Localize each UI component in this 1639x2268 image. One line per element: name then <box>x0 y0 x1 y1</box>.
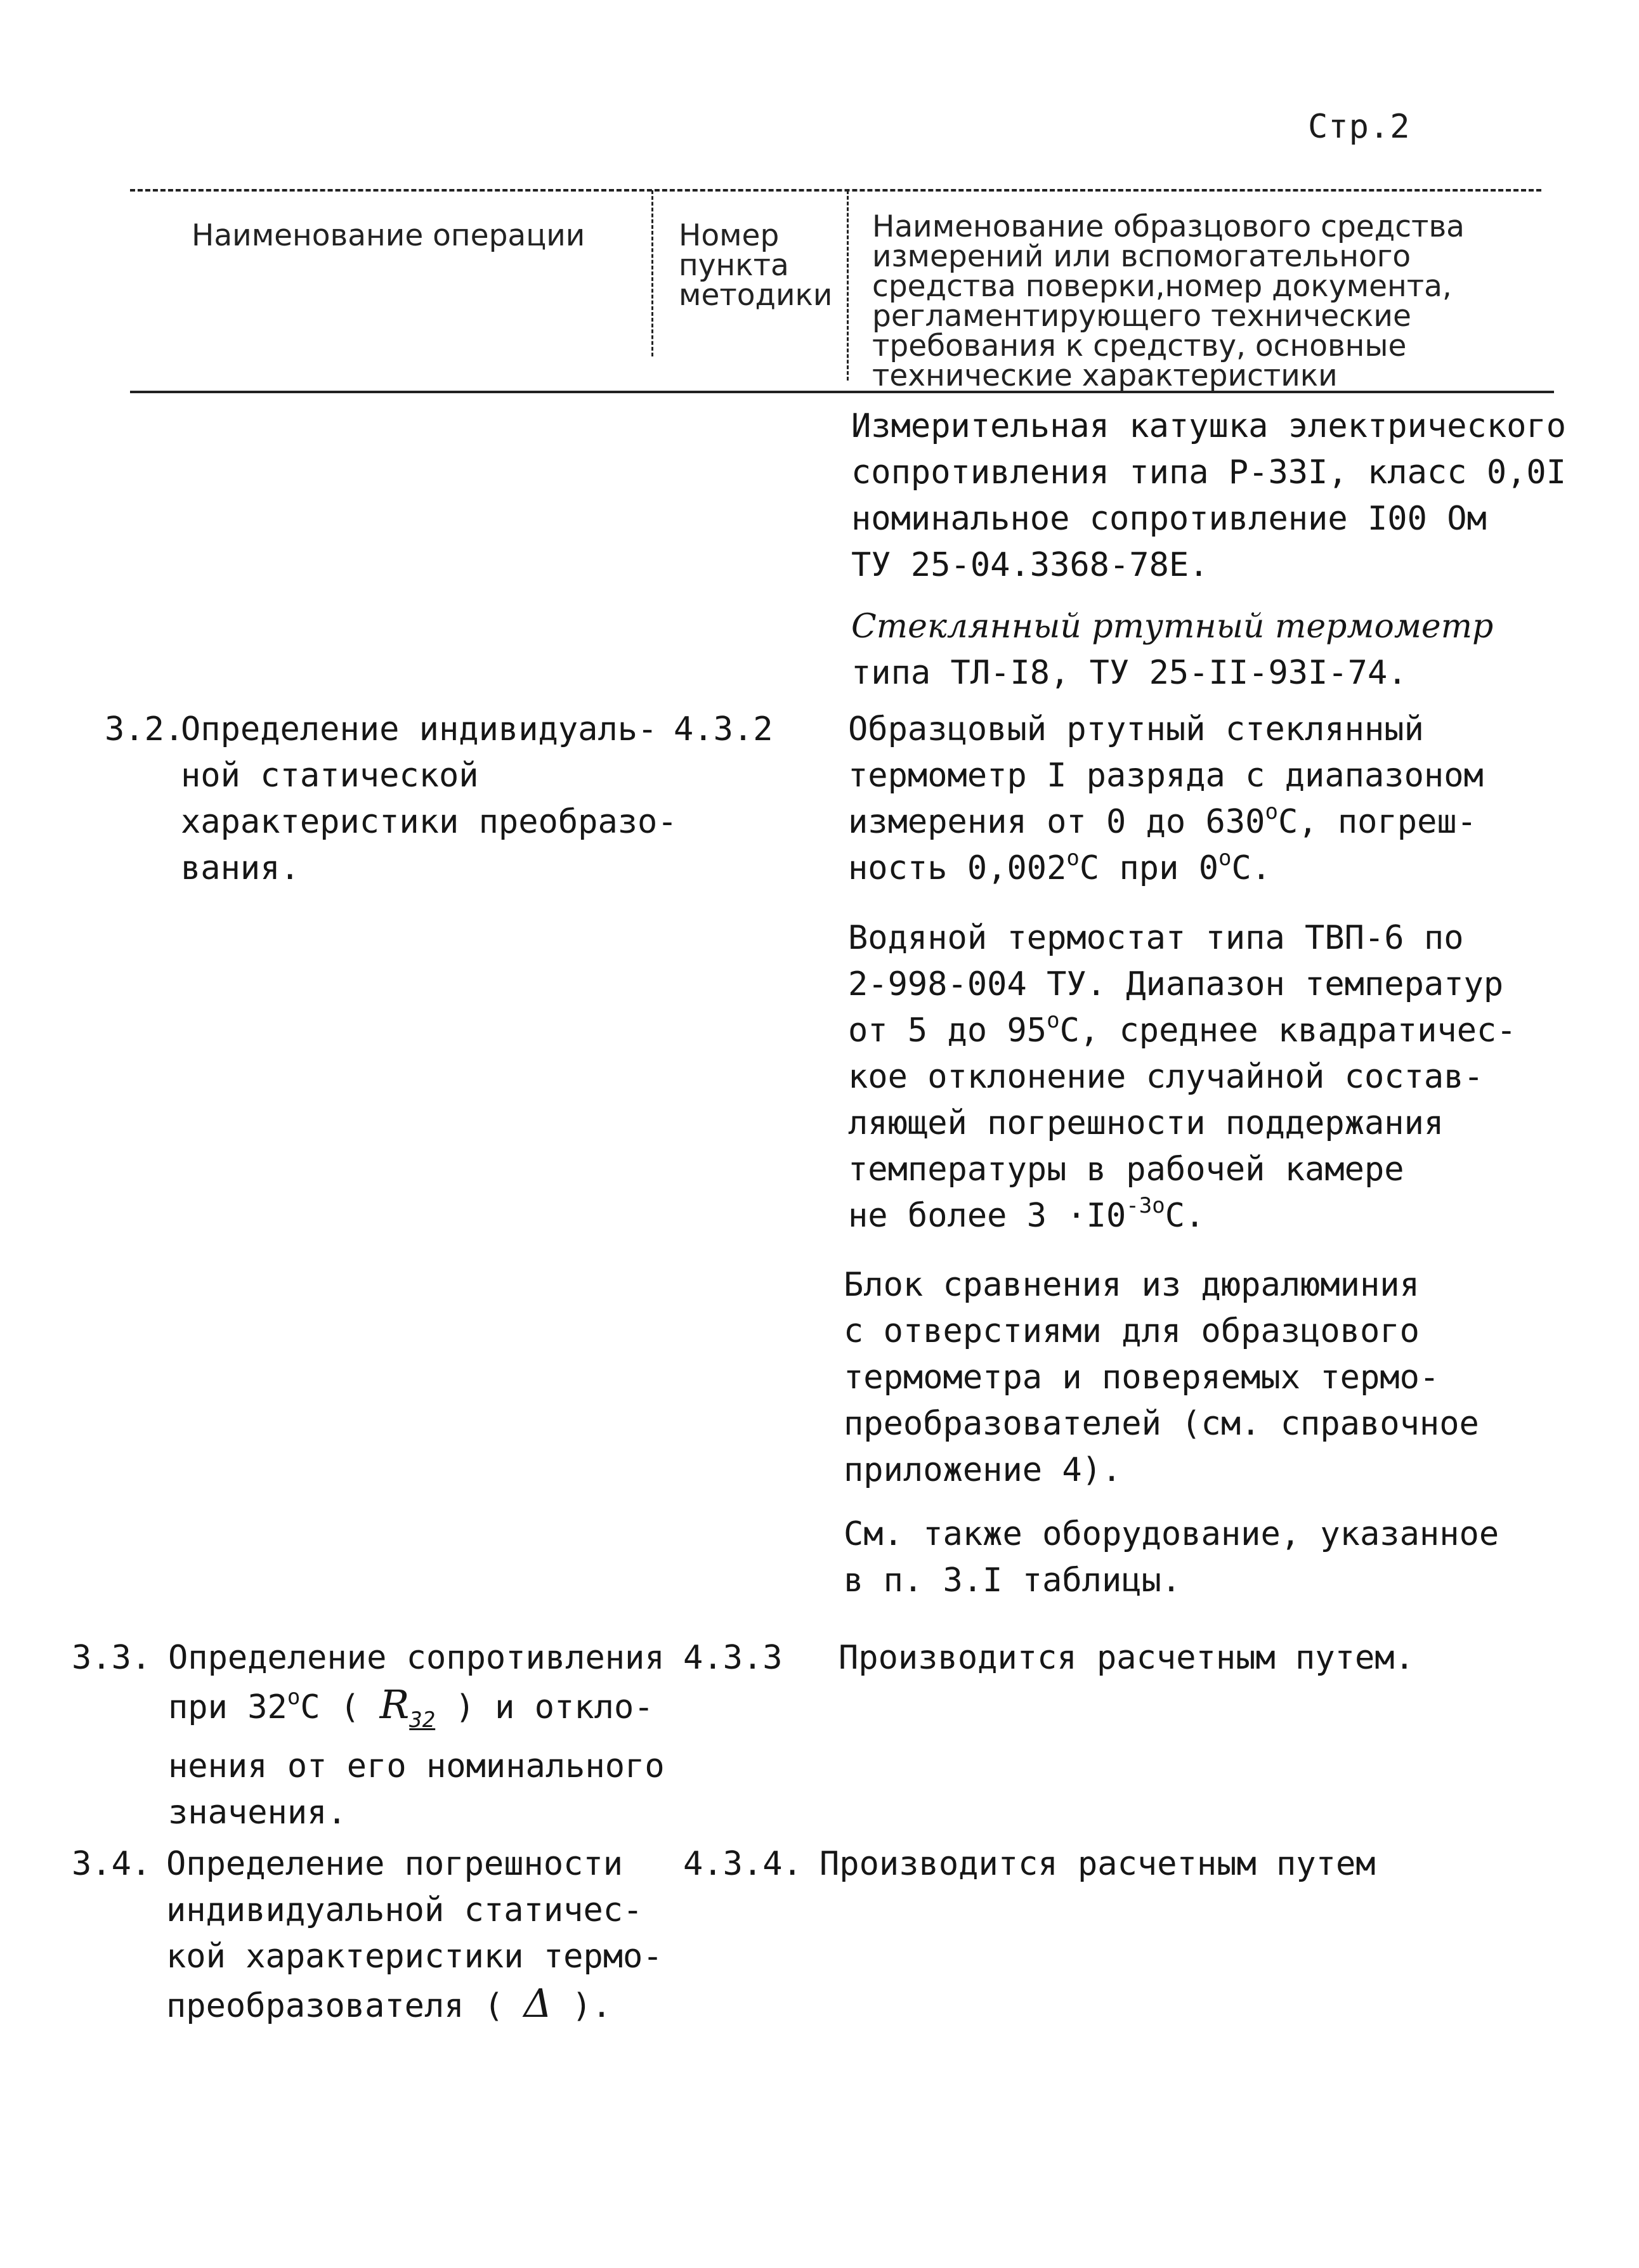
header-divider-2 <box>847 190 849 381</box>
delta-symbol: Δ <box>523 1980 552 2026</box>
header-bottom-rule <box>130 391 1554 393</box>
row-equipment: Производится расчетным путем <box>820 1845 1376 1883</box>
header-method-point: Номер пункта методики <box>679 218 833 313</box>
header-top-rule <box>130 189 1541 192</box>
equipment-comparison-block: Блок сравнения из дюралюминия с отверстиями для образцового термометра и поверяемых термо- преобразователей (см. справочное приложение 4). <box>844 1266 1479 1489</box>
resistance-symbol: R <box>379 1681 410 1728</box>
row-method-point: 4.3.4. <box>683 1845 802 1883</box>
equipment-measuring-coil: Измерительная катушка электрического сопротивления типа Р-33I, класс 0,0I номинальное сопротивление I00 Ом ТУ 25-04.3368-78Е. <box>851 407 1567 584</box>
equipment-glass-thermometer: Стеклянный ртутный термометр типа ТЛ-I8, ТУ 25-II-93I-74. <box>851 608 1494 692</box>
equipment-see-also: См. также оборудование, указанное в п. 3.I таблицы. <box>844 1515 1499 1600</box>
row-operation: Определение сопротивления при $32^оС$ ( $R_{32}$ ) и откло- нения от его номинального значения. <box>168 1639 665 1832</box>
header-equipment: Наименование образцового средства измерений или вспомогательного средства поверки,номер документа, регламентирующего технические требования к средству, основные технические характеристики <box>872 209 1465 393</box>
row-operation: Определение индивидуаль- ной статической характеристики преобразо- вания. <box>181 710 677 887</box>
row-number: 3.2. <box>105 710 185 748</box>
row-operation: Определение погрешности индивидуальной статичес- кой характеристики термо- преобразователя ( Δ ). <box>166 1845 663 2026</box>
row-method-point: 4.3.3 <box>683 1639 783 1677</box>
equipment-reference-thermometer: Образцовый ртутный стеклянный термометр I разряда с диапазоном измерения от 0 до $630^оС$, погреш- ность $0,002^оС$ при $0^оС$. <box>848 710 1484 887</box>
row-equipment: Производится расчетным путем. <box>839 1639 1414 1677</box>
page-number: Стр.2 <box>1308 108 1411 146</box>
row-number: 3.4. <box>72 1845 152 1883</box>
equipment-water-thermostat: Водяной термостат типа ТВП-6 по 2-998-004 ТУ. Диапазон температур от 5 до $95^оС$, среднее квадратичес- кое отклонение случайной состав- ляющей погрешности поддержания температуры в рабочей камере не более $3 \cdot I0^{-3о}С$. <box>848 919 1517 1235</box>
row-method-point: 4.3.2 <box>674 710 773 748</box>
row-number: 3.3. <box>72 1639 152 1677</box>
header-operation-name: Наименование операции <box>192 218 585 253</box>
header-divider-1 <box>651 190 653 356</box>
